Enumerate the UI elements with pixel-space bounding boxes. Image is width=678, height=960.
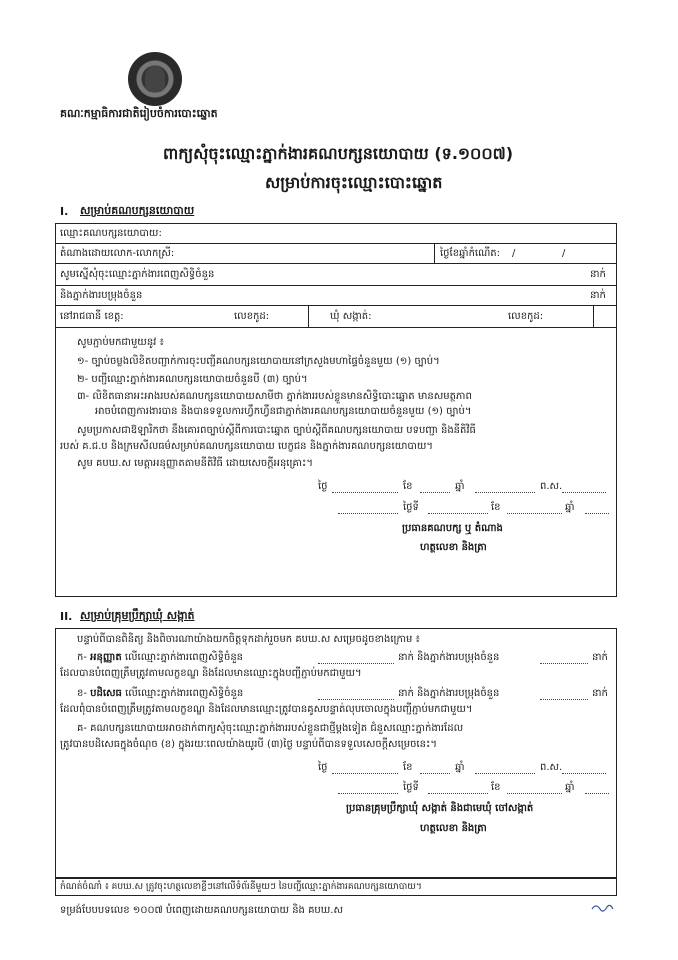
form-title: ពាក្យសុំចុះឈ្មោះភ្នាក់ងារគណបក្សនយោបាយ (ទ.១០០៧) (163, 144, 514, 163)
date-year-label: ឆ្នាំ (565, 502, 575, 513)
council-sign-seal: ហត្ថលេខា និងត្រា (420, 823, 487, 834)
date-year-line[interactable] (475, 773, 535, 774)
dob-slash: / (512, 248, 516, 259)
date-month-label: ខែ (491, 502, 501, 513)
party-sign-title: ប្រធានគណបក្ស ឬ តំណាង (402, 523, 503, 534)
declaration-line3: សូម គបឃ.ស មេត្តាអនុញ្ញាតតាមនីតិវិធី ដោយសេចក្តីអនុគ្រោះ។ (77, 458, 313, 469)
council-sign-title: ប្រធានគ្រុមប្រឹក្សាឃុំ សង្កាត់ និងជាមេឃុំ ចៅសង្កាត់ (346, 803, 534, 814)
date-year-line[interactable] (475, 492, 535, 493)
date-line[interactable] (338, 513, 398, 514)
date-bs-label: ព.ស. (540, 481, 563, 492)
initial-signature (588, 903, 642, 915)
decision-b: ខ- បដិសេធ លើឈ្មោះភ្នាក់ងារពេញសិទ្ធិចំនួន (77, 688, 244, 699)
party-name-label: ឈ្មោះគណបក្សនយោបាយ: (60, 228, 162, 239)
decision-intro: បន្ទាប់ពីបានពិនិត្យ និងពិចារណាយ៉ាងយកចិត្តទុកដាក់រួចមក គបឃ.ស សម្រេចដូចខាងក្រោម ៖ (77, 634, 420, 645)
decision-c-line2: ត្រូវបានបដិសេធក្នុងចំណុច (ខ) ក្នុងរយៈពេលយ៉ាងយូរបី (៣)ថ្ងៃ បន្ទាប់ពីបានទទួលសេចក្តីសម្រេចនេះ។ (60, 739, 437, 750)
date-month-line[interactable] (420, 773, 450, 774)
decision-a-mid: នាក់ និងភ្នាក់ងារបម្រុងចំនួន (398, 652, 500, 663)
row-divider (55, 243, 617, 244)
date-month-label: ខែ (403, 762, 413, 773)
section1-number: I. (60, 205, 69, 218)
reserve-count-line[interactable] (540, 663, 588, 664)
form-number-note: ទម្រង់បែបបទលេខ ១០០៧ បំពេញដោយគណបក្សនយោបាយ និង គបឃ.ស (60, 905, 343, 916)
nec-seal-logo (128, 52, 182, 106)
date-day-label: ថ្ងៃ (318, 481, 328, 492)
date-year-line[interactable] (585, 513, 609, 514)
decision-a: ក- អនុញ្ញាត លើឈ្មោះភ្នាក់ងារពេញសិទ្ធិចំនួន (77, 652, 244, 663)
date-month-line[interactable] (420, 492, 450, 493)
section2-heading: សម្រាប់គ្រុមប្រឹក្សាឃុំ សង្កាត់ (80, 609, 195, 622)
rejected-full-count-line[interactable] (318, 699, 394, 700)
attachment-2: ២- បញ្ជីឈ្មោះភ្នាក់ងារគណបក្សនយោបាយចំនួនបី (៣) ច្បាប់។ (77, 374, 308, 385)
code-label: លេខកូដ: (508, 311, 544, 322)
date-day2-line[interactable] (428, 793, 488, 794)
date-month-label: ខែ (491, 782, 501, 793)
date-bs-line[interactable] (562, 773, 606, 774)
date-year-label: ឆ្នាំ (455, 481, 465, 492)
row-divider (55, 285, 617, 286)
date-month-line[interactable] (507, 513, 562, 514)
date-day2-label: ថ្ងៃទី (403, 782, 419, 793)
section2-box (55, 628, 617, 878)
decision-b-line2: ដែលពុំបានបំពេញត្រឹមត្រូវតាមលក្ខខណ្ឌ និងដែលមានឈ្មោះត្រូវបានគូសបន្ទាត់លុបចោលក្នុងបញ្ជីភ្ជាប់មកជាមួយ។ (60, 704, 473, 715)
date-year-label: ឆ្នាំ (455, 762, 465, 773)
attachments-intro: សូមភ្ជាប់មកជាមួយនូវ ៖ (77, 337, 164, 348)
full-agent-count-line[interactable] (318, 663, 394, 664)
represented-by-label: តំណាងដោយលោក-លោកស្រី: (60, 248, 175, 259)
section2-number: II. (60, 610, 73, 623)
decision-b-mid: នាក់ និងភ្នាក់ងារបម្រុងចំនួន (398, 688, 500, 699)
row-divider (55, 305, 617, 306)
party-sign-seal: ហត្ថលេខា និងត្រា (420, 542, 487, 553)
unit-label: នាក់ (590, 269, 606, 280)
row-divider (55, 327, 617, 328)
declaration-line1: សូមប្រកាសជាឱឡារិកថា នឹងគោរពច្បាប់ស្តីពីការបោះឆ្នោត ច្បាប់ស្តីពីគណបក្សនយោបាយ បទបញ្ជា និងនីតិវិធី (77, 425, 476, 436)
request-full-label: សូមស្នើសុំចុះឈ្មោះភ្នាក់ងារពេញសិទ្ធិចំនួន (60, 269, 215, 280)
date-month-line[interactable] (507, 793, 562, 794)
unit-label: នាក់ (592, 652, 608, 663)
capital-province-label: នៅរាជធានី ខេត្ត: (60, 311, 124, 322)
section1-heading: សម្រាប់គណបក្សនយោបាយ (80, 204, 195, 217)
code-label: លេខកូដ: (234, 311, 270, 322)
rejected-reserve-count-line[interactable] (540, 699, 588, 700)
date-bs-label: ព.ស. (540, 762, 563, 773)
col-divider (434, 243, 435, 263)
date-line[interactable] (338, 793, 398, 794)
col-divider (308, 305, 309, 327)
org-name: គណៈកម្មាធិការជាតិរៀបចំការបោះឆ្នោត (60, 107, 218, 120)
attachment-3-line2: អាចបំពេញការងារបាន និងបានទទួលការហ្វឹកហ្វឺនជាភ្នាក់ងារគណបក្សនយោបាយចំនួនមួយ (១) ច្បាប់។ (95, 406, 472, 417)
col-divider (593, 305, 594, 327)
date-year-line[interactable] (585, 793, 609, 794)
date-day2-line[interactable] (428, 513, 488, 514)
dob-label: ថ្ងៃខែឆ្នាំកំណើត: (440, 248, 501, 259)
decision-a-line2: ដែលបានបំពេញត្រឹមត្រូវតាមលក្ខខណ្ឌ និងដែលមានឈ្មោះក្នុងបញ្ជីភ្ជាប់មកជាមួយ។ (60, 668, 362, 679)
date-day-line[interactable] (332, 773, 398, 774)
unit-label: នាក់ (592, 688, 608, 699)
date-day-label: ថ្ងៃ (318, 762, 328, 773)
date-bs-line[interactable] (562, 492, 606, 493)
date-month-label: ខែ (403, 481, 413, 492)
unit-label: នាក់ (590, 290, 606, 301)
date-day2-label: ថ្ងៃទី (403, 502, 419, 513)
commune-label: ឃុំ សង្កាត់: (330, 311, 372, 322)
reserve-label: និងភ្នាក់ងារបម្រុងចំនួន (60, 290, 143, 301)
form-subtitle: សម្រាប់ការចុះឈ្មោះបោះឆ្នោត (265, 173, 443, 192)
date-day-line[interactable] (332, 492, 398, 493)
date-year-label: ឆ្នាំ (565, 782, 575, 793)
attachment-3-line1: ៣- លិខិតធានាអះអាងរបស់គណបក្សនយោបាយសាមីថា ភ្នាក់ងាររបស់ខ្លួនមានសិទ្ធិបោះឆ្នោត មានសមត្ថភាព (77, 391, 472, 402)
row-divider (55, 263, 617, 264)
attachment-1: ១- ច្បាប់ចម្លងលិខិតបញ្ជាក់ការចុះបញ្ជីគណបក្សនយោបាយនៅក្រសួងមហាផ្ទៃចំនួនមួយ (១) ច្បាប់។ (77, 356, 440, 367)
footer-note: កំណត់ចំណាំ ៖ គបឃ.ស ត្រូវចុះហត្ថលេខាខ្លីៗនៅលើទំព័រនីមួយៗ នៃបញ្ជីឈ្មោះភ្នាក់ងារគណបក្សនយោបាយ។ (60, 882, 422, 892)
dob-slash: / (562, 248, 566, 259)
decision-c-line1: គ- គណបក្សនយោបាយអាចដាក់ពាក្យសុំចុះឈ្មោះភ្នាក់ងាររបស់ខ្លួនជាថ្មីម្តងទៀត ជំនួសឈ្មោះភ្នាក់ងារដែល (77, 723, 464, 734)
declaration-line2: របស់ គ.ជ.ប និងក្រមសីលធម៌សម្រាប់គណបក្សនយោបាយ បេក្ខជន និងភ្នាក់ងារគណបក្សនយោបាយ។ (60, 441, 434, 452)
